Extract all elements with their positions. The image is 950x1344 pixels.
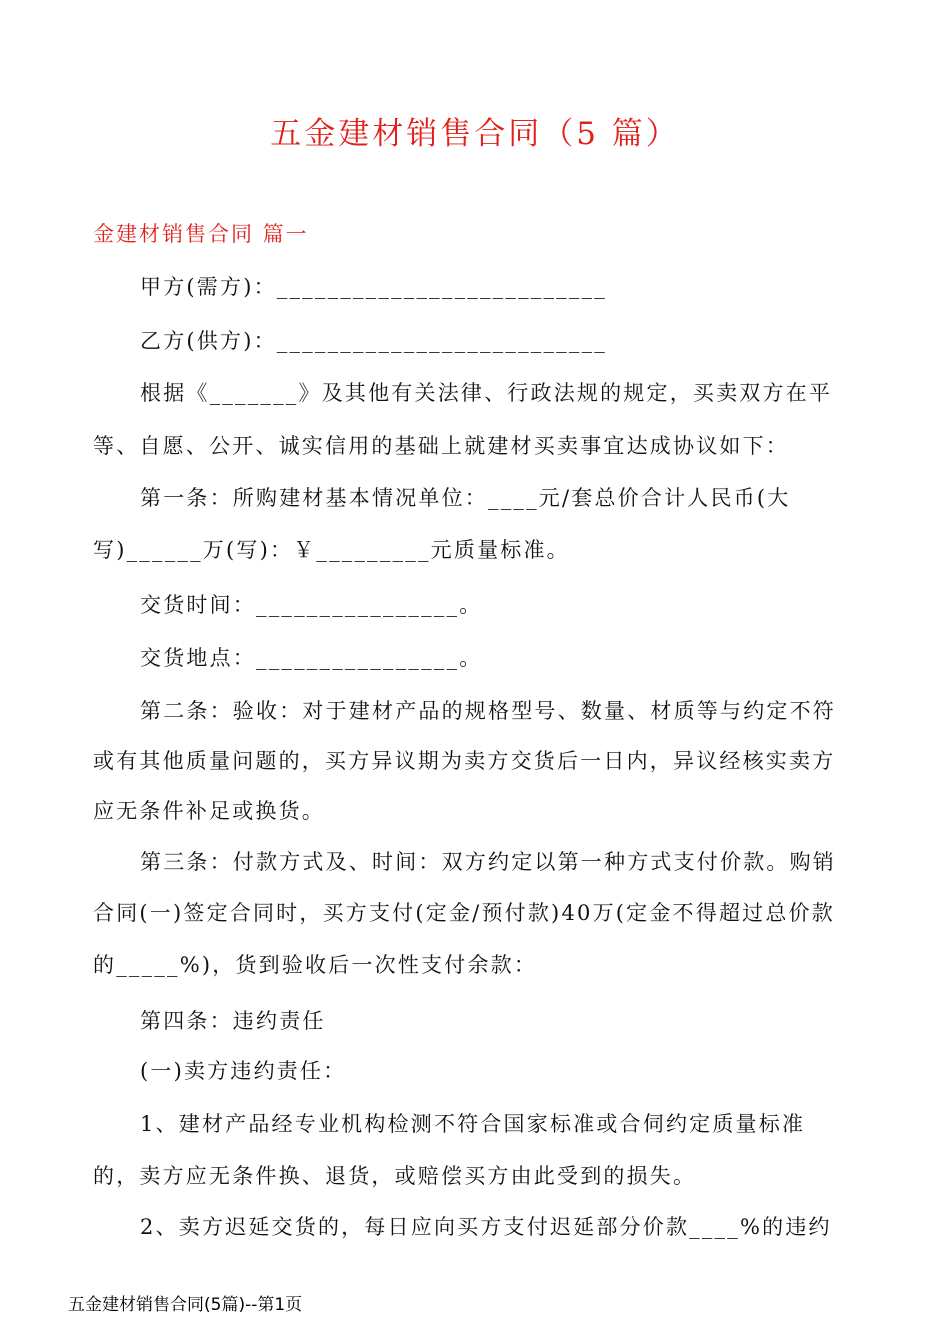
paragraph-line: 第三条：付款方式及、时间：双方约定以第一种方式支付价款。购销 — [140, 850, 836, 874]
paragraph-line: 根据《_______》及其他有关法律、行政法规的规定，买卖双方在平 — [140, 381, 833, 405]
paragraph-line: 第二条：验收：对于建材产品的规格型号、数量、材质等与约定不符 — [140, 699, 836, 723]
paragraph-line: 写)______万(写)：￥_________元质量标准。 — [93, 538, 570, 562]
delivery-time-line: 交货时间：________________。 — [140, 593, 483, 617]
paragraph-line: 1、建材产品经专业机构检测不符合国家标准或合伺约定质量标准 — [140, 1112, 806, 1136]
paragraph-line: 合同(一)签定合同时，买方支付(定金/预付款)40万(定金不得超过总价款 — [93, 901, 835, 925]
page-footer: 五金建材销售合同(5篇)--第1页 — [68, 1295, 303, 1315]
paragraph-line: 或有其他质量问题的，买方异议期为卖方交货后一日内，异议经核实卖方 — [93, 749, 836, 773]
paragraph-line: (一)卖方违约责任： — [140, 1059, 347, 1083]
section-heading: 金建材销售合同 篇一 — [93, 222, 309, 246]
party-a-line: 甲方(需方)：__________________________ — [140, 275, 607, 299]
paragraph-line: 2、卖方迟延交货的，每日应向买方支付迟延部分价款____%的违约 — [140, 1215, 832, 1239]
paragraph-line: 应无条件补足或换货。 — [93, 799, 325, 823]
delivery-place-line: 交货地点：________________。 — [140, 646, 483, 670]
paragraph-line: 的，卖方应无条件换、退货，或赔偿买方由此受到的损失。 — [93, 1164, 697, 1188]
document-title: 五金建材销售合同（5 篇） — [270, 116, 680, 152]
paragraph-line: 等、自愿、公开、诚实信用的基础上就建材买卖事宜达成协议如下： — [93, 434, 789, 458]
paragraph-line: 第四条：违约责任 — [140, 1009, 326, 1033]
party-b-line: 乙方(供方)：__________________________ — [140, 329, 607, 353]
paragraph-line: 的_____%)，货到验收后一次性支付余款： — [93, 953, 538, 977]
paragraph-line: 第一条：所购建材基本情况单位：____元/套总价合计人民币(大 — [140, 486, 791, 510]
